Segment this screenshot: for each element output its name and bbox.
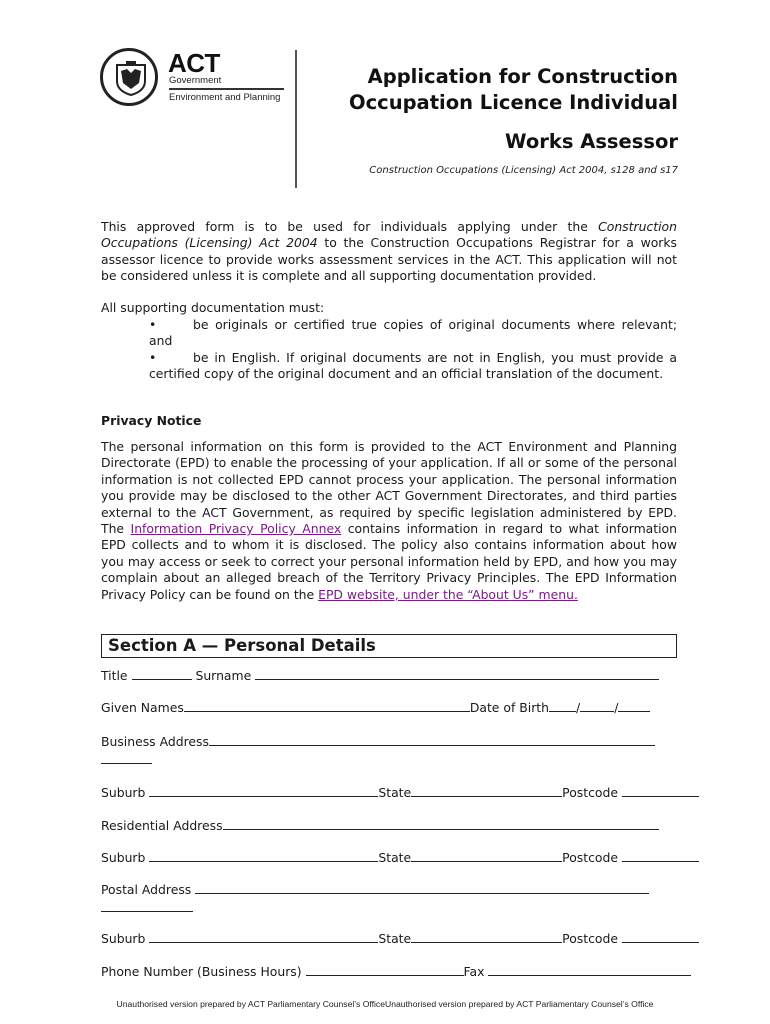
form-subtitle: Works Assessor [505,130,678,153]
postal-address-field-line2[interactable] [101,899,193,912]
postal-address-field[interactable] [195,881,649,894]
list-item: • be in English. If original documents are not in English, you must provide a certified copy of the original document and an official translation of the document. [149,350,677,382]
logo-sub: Government [169,75,222,86]
privacy-policy-annex-link[interactable]: Information Privacy Policy Annex [130,521,342,537]
postal-address-continued [101,899,193,915]
intro-paragraph: This approved form is to be used for individuals applying under the Construction Occupations (Licensing) Act 2004 to the Construction Occupations Registrar for a works assessor licence to provide works assessment services in the ACT. This application will not be considered unless it is complete and all supporting documentation provided. [101,219,678,284]
coat-of-arms-icon [100,48,158,106]
supporting-docs-intro: All supporting documentation must: [101,300,325,315]
residential-address-field[interactable] [223,817,659,830]
bullet-icon: • [149,350,157,365]
dob-month-field[interactable] [580,699,614,712]
residential-suburb-row: Suburb State Postcode [101,849,699,865]
form-title: Application for Construction Occupation Licence Individual [349,65,678,114]
business-address-field-line2[interactable] [101,751,152,764]
phone-fax-row: Phone Number (Business Hours) Fax [101,963,691,979]
given-names-field[interactable] [184,699,470,712]
business-suburb-row: Suburb State Postcode [101,784,699,800]
header-divider [295,50,297,188]
postal-address-row: Postal Address [101,881,649,897]
business-postcode-field[interactable] [622,784,699,797]
logo-department: Environment and Planning [169,92,281,103]
act-government-logo [100,48,290,110]
epd-website-link[interactable]: EPD website, under the “About Us” menu. [318,586,578,602]
privacy-paragraph: The personal information on this form is provided to the ACT Environment and Planning Directorate (EPD) to enable the processing of your application. If all or some of the personal information is not collected EPD cannot process your application. The personal information you provide may be disclosed to the other ACT Government Directorates, and third parties external to the ACT Government, as required by specific legislation administered by EPD. The Information Privacy Policy Annex contains information in regard to what information EPD collects and to whom it is disclosed. The policy also contains information about how you may access or seek to correct your personal information held by EPD, and how you may complain about an alleged breach of the Territory Privacy Principles. The EPD Information Privacy Policy can be found on the EPD website, under the “About Us” menu. [101,439,677,602]
dob-year-field[interactable] [618,699,650,712]
postal-suburb-row: Suburb State Postcode [101,930,699,946]
business-address-row: Business Address [101,733,655,749]
postal-postcode-field[interactable] [622,930,699,943]
title-field[interactable] [132,667,192,680]
business-address-field[interactable] [209,733,655,746]
business-state-field[interactable] [411,784,562,797]
bullet-icon: • [149,317,157,332]
postal-suburb-field[interactable] [149,930,378,943]
logo-brand: ACT [168,48,220,78]
business-phone-field[interactable] [306,963,464,976]
dob-day-field[interactable] [549,699,576,712]
footer-watermark: Unauthorised version prepared by ACT Parliamentary Counsel’s OfficeUnauthorised version prepared by ACT Parliamentary Counsel’s Office [116,999,654,1009]
residential-address-row: Residential Address [101,817,659,833]
legislation-citation: Construction Occupations (Licensing) Act 2004, s128 and s17 [369,165,678,176]
residential-state-field[interactable] [411,849,562,862]
business-address-continued [101,751,152,767]
title-surname-row: Title Surname [101,667,659,683]
postal-state-field[interactable] [411,930,562,943]
section-a-heading: Section A — Personal Details [101,634,677,658]
surname-field[interactable] [255,667,659,680]
logo-rule [169,88,284,90]
given-names-row: Given Names Date of Birth / / [101,699,650,715]
business-suburb-field[interactable] [149,784,378,797]
list-item: • be originals or certified true copies of original documents where relevant; and [149,317,677,349]
residential-postcode-field[interactable] [622,849,699,862]
residential-suburb-field[interactable] [149,849,378,862]
fax-field[interactable] [488,963,691,976]
privacy-heading: Privacy Notice [101,413,202,428]
